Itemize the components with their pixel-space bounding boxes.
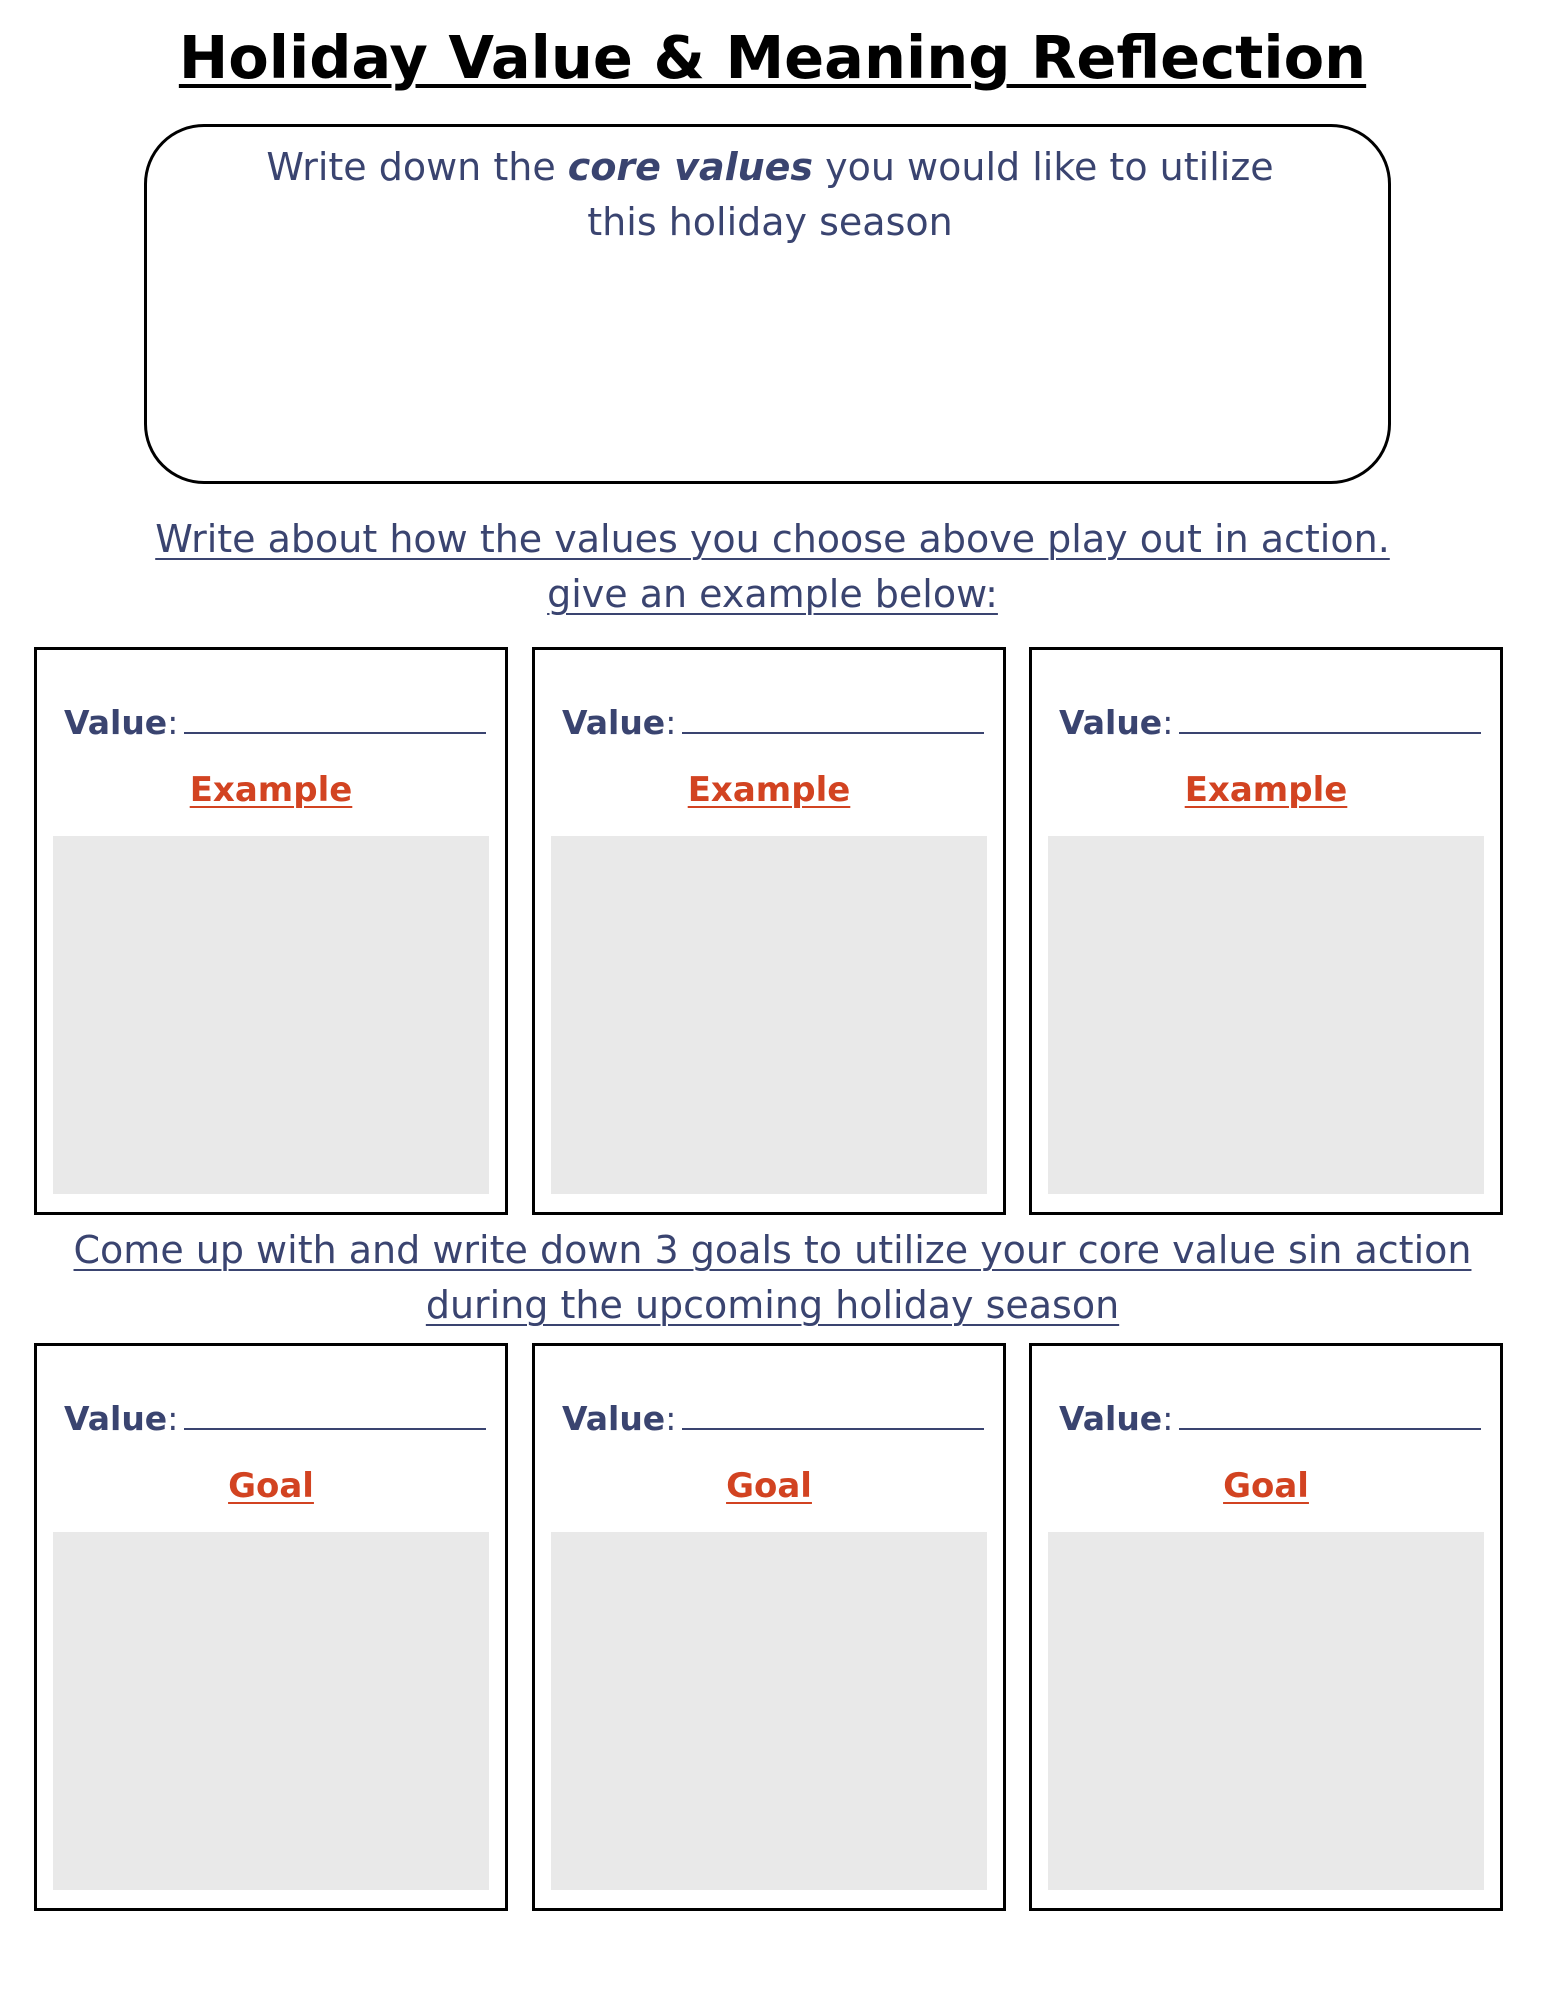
page-title: Holiday Value & Meaning Reflection xyxy=(178,23,1367,92)
goal-heading: Goal xyxy=(228,1466,314,1506)
example-card xyxy=(1029,647,1503,1215)
core-values-prompt-end: you would like to utilize xyxy=(813,145,1274,189)
goal-heading: Goal xyxy=(726,1466,812,1506)
example-heading: Example xyxy=(687,770,851,810)
core-values-prompt xyxy=(220,140,1320,250)
value-label: Value xyxy=(562,1399,666,1438)
value-colon: : xyxy=(665,1399,677,1438)
value-blank-line[interactable] xyxy=(184,1398,486,1430)
value-row xyxy=(562,702,984,743)
value-row xyxy=(1059,702,1481,743)
example-write-area[interactable] xyxy=(1048,836,1484,1194)
goal-write-area[interactable] xyxy=(53,1532,489,1890)
examples-heading-line1: Write about how the values you choose above play out in action. xyxy=(155,517,1390,561)
core-values-prompt-line2: this holiday season xyxy=(587,200,953,244)
value-colon: : xyxy=(1162,703,1174,742)
goal-card xyxy=(532,1343,1006,1911)
goal-card xyxy=(34,1343,508,1911)
value-label: Value xyxy=(64,703,168,742)
value-blank-line[interactable] xyxy=(682,1398,984,1430)
goal-write-area[interactable] xyxy=(551,1532,987,1890)
value-colon: : xyxy=(167,1399,179,1438)
value-colon: : xyxy=(665,703,677,742)
example-card xyxy=(34,647,508,1215)
value-label: Value xyxy=(1059,1399,1163,1438)
core-values-prompt-start: Write down the xyxy=(266,145,568,189)
value-row xyxy=(562,1398,984,1439)
examples-heading xyxy=(0,512,1545,622)
goals-heading-line1: Come up with and write down 3 goals to utilize your core value sin action xyxy=(73,1228,1472,1272)
value-colon: : xyxy=(167,703,179,742)
example-heading: Example xyxy=(1184,770,1348,810)
value-label: Value xyxy=(562,703,666,742)
value-blank-line[interactable] xyxy=(184,702,486,734)
goals-heading-line2: during the upcoming holiday season xyxy=(425,1283,1120,1327)
goals-heading xyxy=(0,1223,1545,1333)
example-heading: Example xyxy=(189,770,353,810)
goal-write-area[interactable] xyxy=(1048,1532,1484,1890)
goal-heading: Goal xyxy=(1223,1466,1309,1506)
example-write-area[interactable] xyxy=(551,836,987,1194)
value-blank-line[interactable] xyxy=(1179,702,1481,734)
value-blank-line[interactable] xyxy=(682,702,984,734)
value-label: Value xyxy=(1059,703,1163,742)
example-card xyxy=(532,647,1006,1215)
examples-heading-line2: give an example below: xyxy=(547,572,998,616)
value-blank-line[interactable] xyxy=(1179,1398,1481,1430)
core-values-emphasis: core values xyxy=(567,145,814,189)
value-row xyxy=(64,702,486,743)
value-row xyxy=(64,1398,486,1439)
value-row xyxy=(1059,1398,1481,1439)
example-write-area[interactable] xyxy=(53,836,489,1194)
value-label: Value xyxy=(64,1399,168,1438)
value-colon: : xyxy=(1162,1399,1174,1438)
goal-card xyxy=(1029,1343,1503,1911)
